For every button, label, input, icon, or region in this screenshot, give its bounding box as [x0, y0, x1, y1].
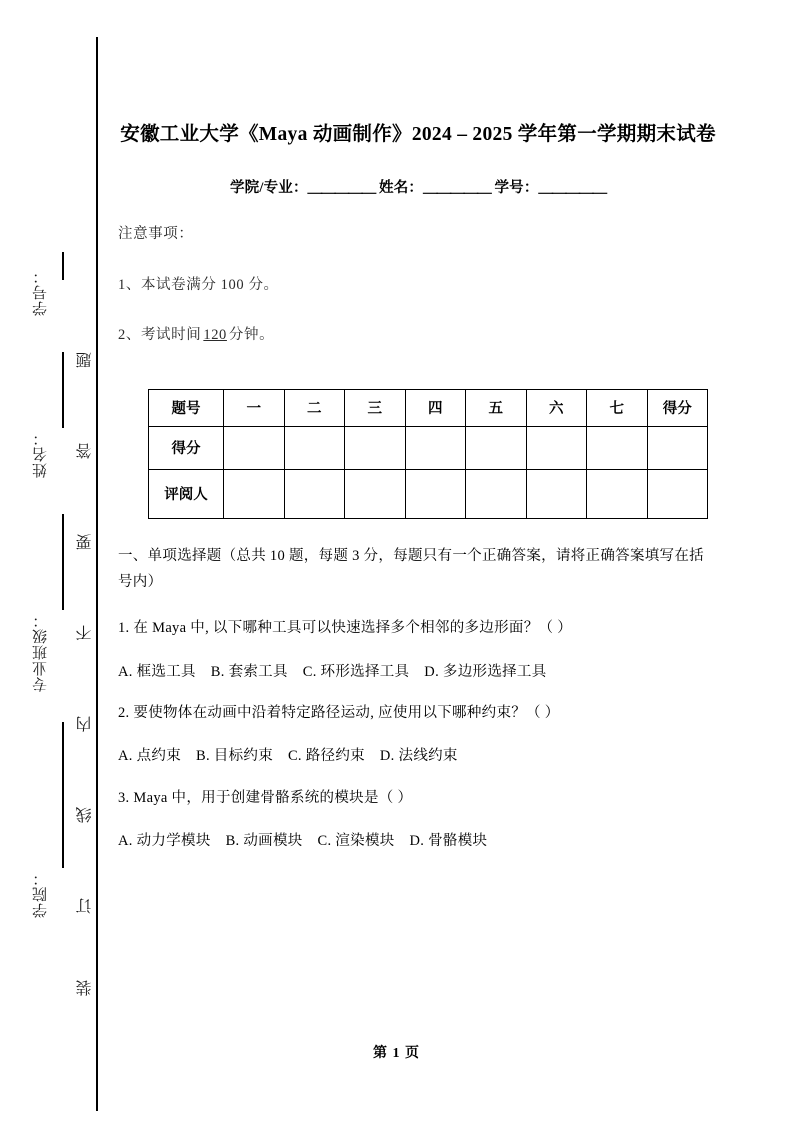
option-2-b[interactable]: B. 目标约束 [195, 748, 273, 765]
seal-char-bu: 不 [77, 625, 94, 641]
option-2-c[interactable]: C. 路径约束 [287, 748, 365, 765]
student-id-blank[interactable]: ＿＿＿＿＿ [538, 180, 607, 197]
option-3-c[interactable]: C. 渲染模块 [317, 833, 395, 850]
score-table-header-cell: 得分 [647, 389, 708, 426]
question-options-3 [118, 807, 718, 850]
option-1-b[interactable]: B. 套索工具 [210, 663, 288, 680]
table-row [149, 469, 708, 518]
score-table-header-cell: 五 [466, 389, 527, 426]
seal-info-label-name: 姓名： [33, 430, 49, 478]
score-table [148, 389, 708, 519]
score-cell[interactable] [224, 426, 285, 469]
seal-char-ding: 订 [77, 898, 94, 914]
marker-cell[interactable] [405, 469, 466, 518]
seal-char-da: 答 [77, 443, 94, 459]
option-2-d[interactable]: D. 法线约束 [379, 748, 458, 765]
duration-label: 2、考试时间 [118, 327, 202, 344]
table-row-header [149, 389, 708, 426]
score-row-label: 得分 [149, 426, 224, 469]
option-2-a[interactable]: A. 点约束 [118, 748, 182, 765]
score-table-header-cell: 四 [405, 389, 466, 426]
student-identity-line [118, 152, 718, 197]
marker-cell[interactable] [587, 469, 648, 518]
duration-value: 120 [203, 327, 227, 344]
question-stem-3: 3. Maya 中，用于创建骨骼系统的模块是（ ） [118, 789, 413, 806]
duration-suffix: 分钟。 [228, 327, 275, 344]
notice-item-total-score: 1、本试卷满分 100 分。 [118, 276, 279, 293]
score-table-header-cell: 六 [526, 389, 587, 426]
seal-info-rule [62, 352, 64, 428]
name-label: 姓名： [379, 180, 424, 197]
questions-section [118, 519, 718, 851]
seal-margin [0, 0, 110, 1122]
seal-char-nei: 内 [77, 716, 94, 732]
page-title: 安徽工业大学《Maya 动画制作》2024 – 2025 学年第一学期期末试卷 [120, 124, 716, 145]
seal-info-rule [62, 252, 64, 280]
seal-info-label-student-id: 学号： [33, 268, 49, 316]
marker-row-label: 评阅人 [149, 469, 224, 518]
section-heading-multiple-choice: 一、单项选择题（总共 10 题，每题 3 分，每题只有一个正确答案，请将正确答案填写在括号内） [118, 547, 704, 591]
score-table-header-cell: 一 [224, 389, 285, 426]
score-cell[interactable] [587, 426, 648, 469]
seal-info-label-college: 学院： [33, 870, 49, 918]
notice-item-duration [118, 328, 718, 379]
marker-cell[interactable] [526, 469, 587, 518]
marker-cell[interactable] [284, 469, 345, 518]
page-footer: 第 1 页 [373, 1046, 420, 1061]
score-cell[interactable] [466, 426, 527, 469]
score-cell[interactable] [647, 426, 708, 469]
option-3-a[interactable]: A. 动力学模块 [118, 833, 211, 850]
question-options-2 [118, 722, 718, 765]
marker-cell[interactable] [224, 469, 285, 518]
score-cell[interactable] [345, 426, 406, 469]
option-3-b[interactable]: B. 动画模块 [225, 833, 303, 850]
score-table-header-cell: 三 [345, 389, 406, 426]
seal-char-yao: 要 [77, 534, 94, 550]
seal-divider-line [96, 37, 98, 1111]
question-stem-2: 2. 要使物体在动画中沿着特定路径运动, 应使用以下哪种约束？（ ） [118, 705, 560, 722]
seal-info-rule [62, 722, 64, 868]
exam-paper-body [118, 0, 718, 1122]
seal-info-rule [62, 514, 64, 610]
seal-char-ti: 题 [77, 352, 94, 368]
option-1-d[interactable]: D. 多边形选择工具 [424, 663, 547, 680]
notice-heading: 注意事项： [118, 226, 194, 243]
college-major-blank[interactable]: ＿＿＿＿＿ [307, 180, 376, 197]
seal-info-label-class: 专业班级： [33, 612, 49, 692]
name-blank[interactable]: ＿＿＿＿＿ [423, 180, 491, 197]
option-1-c[interactable]: C. 环形选择工具 [302, 663, 410, 680]
question-options-1 [118, 638, 718, 681]
score-cell[interactable] [526, 426, 587, 469]
score-table-header-cell: 二 [284, 389, 345, 426]
score-cell[interactable] [284, 426, 345, 469]
college-major-label: 学院/专业： [229, 180, 308, 197]
seal-char-zhuang: 装 [77, 980, 94, 996]
student-id-label: 学号： [494, 180, 539, 197]
option-1-a[interactable]: A. 框选工具 [118, 663, 196, 680]
score-table-header-cell: 七 [587, 389, 648, 426]
marker-cell[interactable] [466, 469, 527, 518]
question-stem-1: 1. 在 Maya 中, 以下哪种工具可以快速选择多个相邻的多边形面？（ ） [118, 620, 573, 637]
score-cell[interactable] [405, 426, 466, 469]
seal-char-xian: 线 [77, 807, 94, 823]
table-row [149, 426, 708, 469]
option-3-d[interactable]: D. 骨骼模块 [409, 833, 488, 850]
score-table-header-cell: 题号 [149, 389, 224, 426]
notice-block [118, 197, 718, 379]
marker-cell[interactable] [345, 469, 406, 518]
marker-cell[interactable] [647, 469, 708, 518]
